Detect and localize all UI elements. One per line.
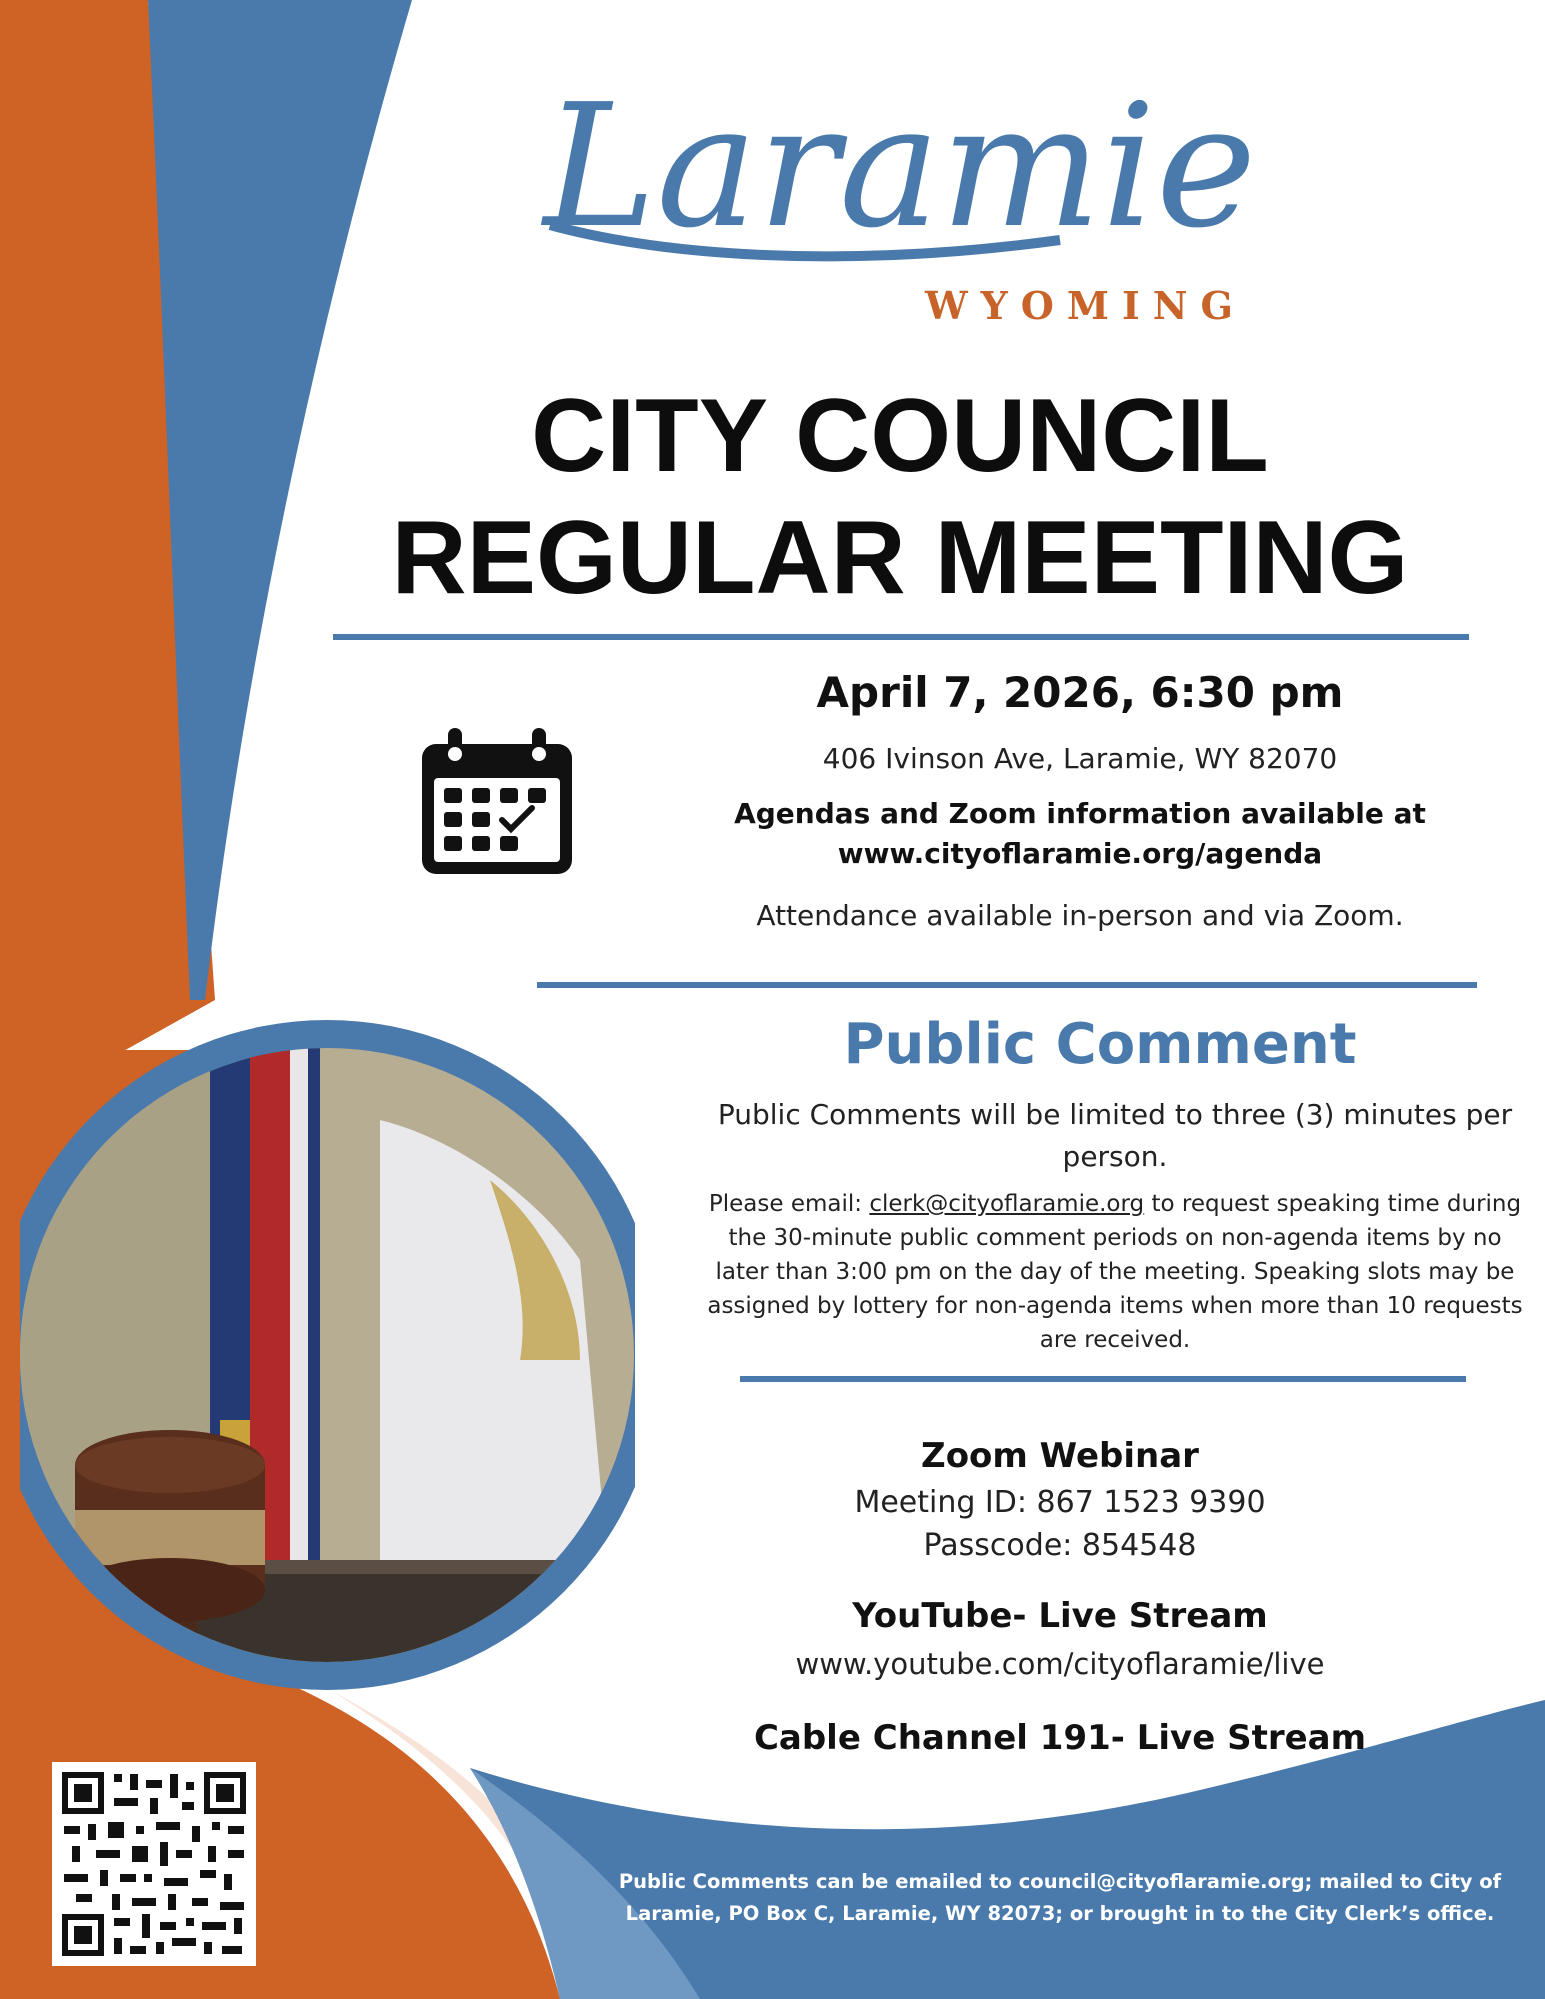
qr-code-icon[interactable] (52, 1762, 256, 1966)
meeting-divider (537, 982, 1477, 988)
public-comment-body (700, 1187, 1530, 1357)
laramie-logo (540, 40, 1260, 270)
zoom-meeting-id: Meeting ID: 867 1523 9390 (854, 1485, 1266, 1520)
body-prefix: Please email: (708, 1191, 870, 1217)
clerk-email-link[interactable]: clerk@cityoflaramie.org (869, 1191, 1145, 1217)
zoom-heading: Zoom Webinar (921, 1436, 1199, 1476)
agenda-info (640, 794, 1520, 874)
logo-subtitle: WYOMING (925, 283, 1246, 328)
title-line-1: CITY COUNCIL (531, 378, 1269, 494)
public-comment-heading: Public Comment (843, 1012, 1357, 1077)
gavel-photo (20, 1000, 635, 1690)
page-title (300, 375, 1500, 619)
body-suffix: to request speaking time during the 30-minute public comment periods on non-agenda items by no later than 3:00 pm on the day of the meeting. Speaking slots may be assigned by lottery for non-agenda items when more than 10 requests are received. (707, 1191, 1523, 1353)
cable-heading: Cable Channel 191- Live Stream (753, 1718, 1367, 1758)
comment-divider (740, 1376, 1466, 1382)
zoom-passcode: Passcode: 854548 (923, 1528, 1197, 1563)
youtube-heading: YouTube- Live Stream (852, 1596, 1268, 1636)
title-line-2: REGULAR MEETING (391, 500, 1409, 616)
logo-script-text: Laramie (543, 68, 1257, 266)
meeting-datetime: April 7, 2026, 6:30 pm (816, 668, 1344, 717)
footer-line-1: Public Comments can be emailed to council@cityoflaramie.org; mailed to City of (618, 1870, 1502, 1893)
public-comment-lead: Public Comments will be limited to three (3) minutes per person. (717, 1098, 1513, 1173)
calendar-check-icon (414, 722, 580, 882)
youtube-url[interactable]: www.youtube.com/cityoflaramie/live (795, 1647, 1325, 1681)
title-divider (333, 634, 1469, 640)
agenda-line-1: Agendas and Zoom information available at (734, 797, 1426, 830)
footer-line-2: Laramie, PO Box C, Laramie, WY 82073; or brought in to the City Clerk’s office. (625, 1902, 1495, 1925)
meeting-address: 406 Ivinson Ave, Laramie, WY 82070 (822, 742, 1338, 775)
agenda-url[interactable]: www.cityoflaramie.org/agenda (837, 837, 1323, 870)
attendance-note: Attendance available in-person and via Zoom. (756, 899, 1404, 932)
footer-note (600, 1866, 1520, 1930)
